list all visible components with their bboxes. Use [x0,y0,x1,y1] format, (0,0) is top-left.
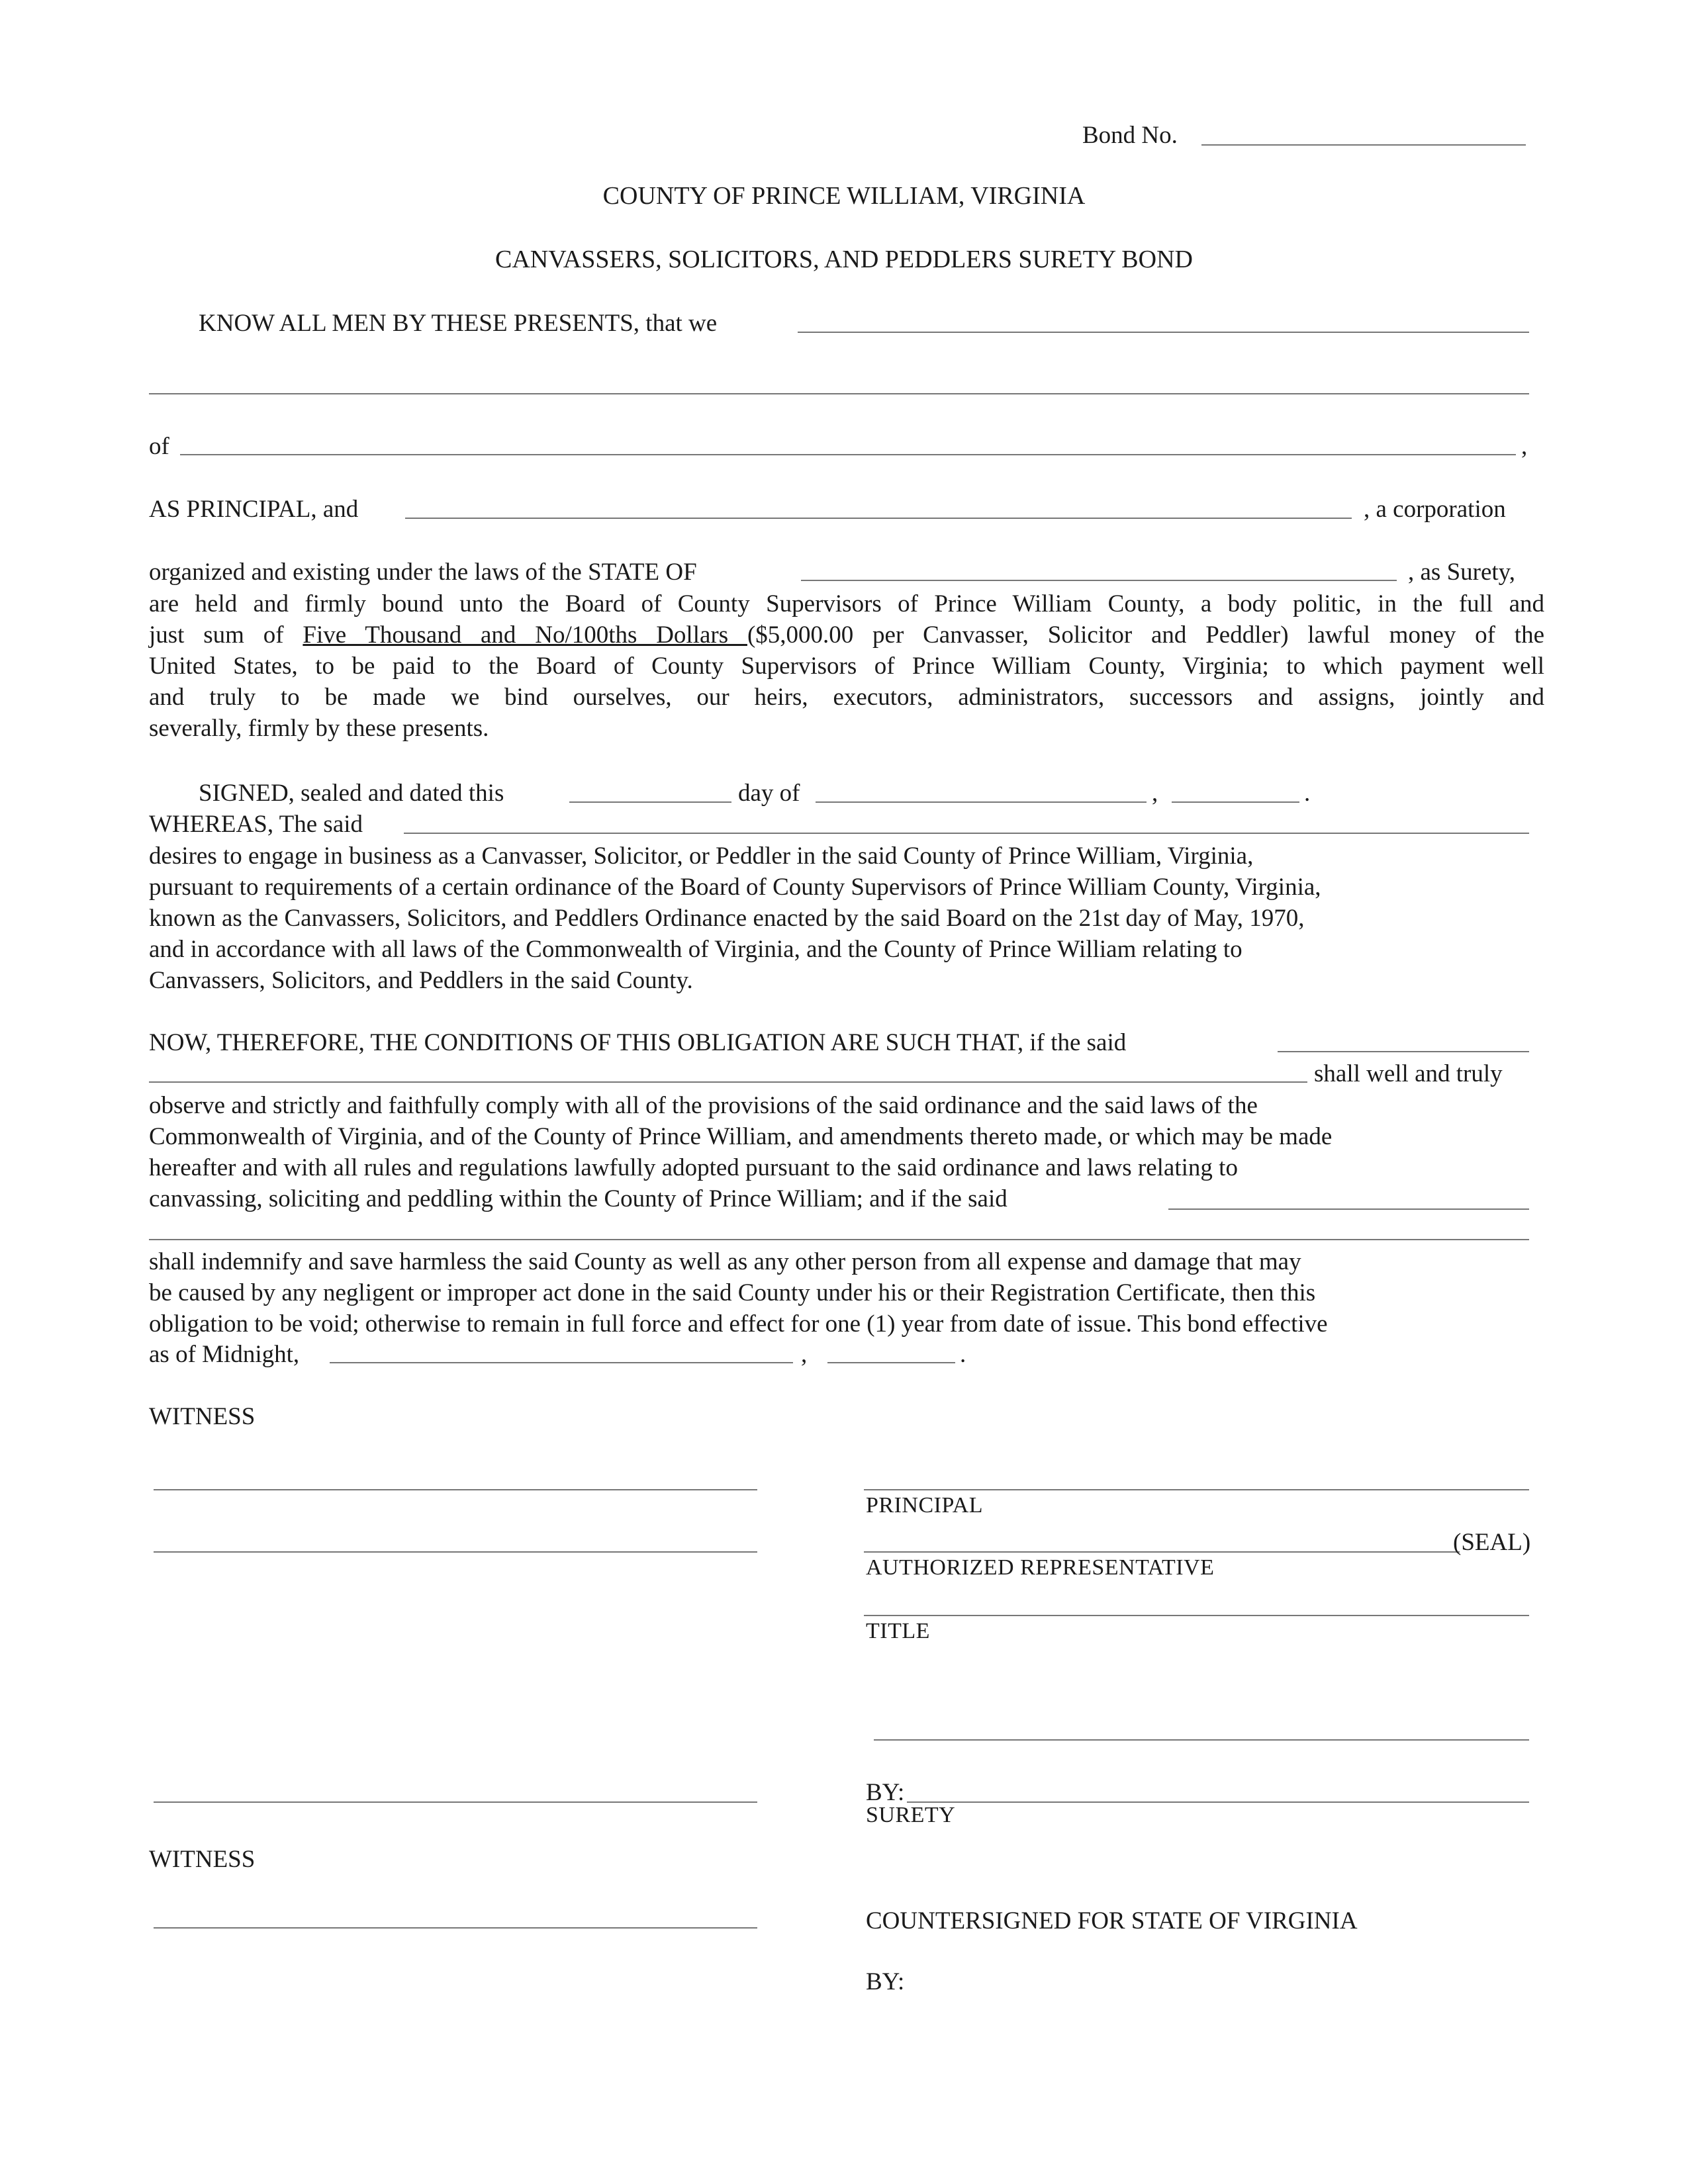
principal-address-field[interactable] [180,454,1516,455]
signed-label: SIGNED, sealed and dated this [199,780,504,807]
bound-line-2-pre: just sum of [149,621,303,649]
of-label: of [149,433,169,460]
whereas-label: WHEREAS, The said [149,811,363,838]
witness-signature-line-1[interactable] [154,1489,757,1490]
conditions-line-4: canvassing, soliciting and peddling within the County of Prince William; and if the said [149,1185,1008,1212]
signed-day-field[interactable] [569,801,731,803]
signed-comma: , [1152,780,1158,807]
by-label-2: BY: [866,1968,905,1995]
seal-label: (SEAL) [1453,1529,1531,1556]
whereas-line-2: pursuant to requirements of a certain ordinance of the Board of County Supervisors of Prince William County, Virginia, [149,874,1321,901]
witness-signature-line-2[interactable] [154,1551,757,1553]
signed-period: . [1304,780,1311,807]
surety-company-signature-line[interactable] [874,1739,1529,1741]
bond-amount-text: Five Thousand and No/100ths Dollars [303,621,747,649]
bound-paragraph [149,588,1544,744]
bound-line-3: United States, to be paid to the Board of County Supervisors of Prince William County, Virginia; to which payment well [149,653,1544,680]
by-label-1: BY: [866,1779,905,1806]
conditions-line-5: shall indemnify and save harmless the said County as well as any other person from all expense and damage that may [149,1248,1301,1275]
title-line[interactable] [864,1615,1529,1616]
conditions-paragraph [149,1090,1544,1214]
conditions-line-1: observe and strictly and faithfully comply with all of the provisions of the said ordinance and the said laws of the [149,1092,1258,1119]
bound-line-4: and truly to be made we bind ourselves, our heirs, executors, administrators, successors and assigns, jointly and [149,684,1544,711]
authorized-representative-label: AUTHORIZED REPRESENTATIVE [866,1555,1215,1580]
bound-line-1: are held and firmly bound unto the Board of County Supervisors of Prince William County, a body politic, in the full and [149,590,1544,617]
bound-line-5: severally, firmly by these presents. [149,715,489,742]
bond-no-field[interactable] [1201,144,1526,146]
as-principal-label: AS PRINCIPAL, and [149,496,359,523]
shall-well-label: shall well and truly [1314,1060,1503,1087]
title-label: TITLE [866,1619,930,1643]
indemnify-name-field[interactable] [1168,1208,1529,1210]
whereas-line-4: and in accordance with all laws of the Commonwealth of Virginia, and the County of Prince William relating to [149,936,1243,963]
witness-signature-line-3[interactable] [154,1801,757,1803]
effective-year-field[interactable] [827,1362,955,1363]
day-of-label: day of [738,780,800,807]
bound-line-2 [149,619,1544,651]
surety-company-field[interactable] [405,518,1352,519]
witness-label-2: WITNESS [149,1846,256,1873]
conditions-name-field[interactable] [1278,1051,1529,1052]
bound-line-2-post: ($5,000.00 per Canvasser, Solicitor and Peddler) lawful money of the [747,621,1544,649]
whereas-name-field[interactable] [404,833,1529,834]
signed-month-field[interactable] [816,801,1147,803]
conditions-name-field-2[interactable] [149,1081,1307,1083]
surety-label: SURETY [866,1803,956,1827]
witness-signature-line-4[interactable] [154,1927,757,1929]
whereas-line-3: known as the Canvassers, Solicitors, and Peddlers Ordinance enacted by the said Board on the 21st day of May, 1970, [149,905,1305,932]
indemnify-paragraph [149,1246,1544,1340]
of-comma: , [1521,433,1528,460]
countersigned-label: COUNTERSIGNED FOR STATE OF VIRGINIA [866,1907,1358,1934]
county-heading: COUNTY OF PRINCE WILLIAM, VIRGINIA [602,182,1086,210]
whereas-line-1: desires to engage in business as a Canvasser, Solicitor, or Peddler in the said County of Prince William, Virginia, [149,842,1254,870]
effective-date-field[interactable] [330,1362,793,1363]
effective-comma: , [801,1341,808,1368]
whereas-line-5: Canvassers, Solicitors, and Peddlers in the said County. [149,967,693,994]
principal-label: PRINCIPAL [866,1493,984,1518]
indemnify-name-field-2[interactable] [149,1239,1529,1240]
conditions-line-7: obligation to be void; otherwise to remain in full force and effect for one (1) year from date of issue. This bond effective [149,1310,1328,1338]
surety-by-line[interactable] [907,1801,1529,1803]
bond-no-label: Bond No. [1082,122,1178,149]
conditions-line-3: hereafter and with all rules and regulations lawfully adopted pursuant to the said ordinance and laws relating to [149,1154,1238,1181]
midnight-label: as of Midnight, [149,1341,300,1368]
principal-name-field[interactable] [798,332,1529,333]
conditions-label: NOW, THEREFORE, THE CONDITIONS OF THIS OBLIGATION ARE SUCH THAT, if the said [149,1029,1127,1056]
know-all-text: KNOW ALL MEN BY THESE PRESENTS, that we [199,310,718,337]
organized-label: organized and existing under the laws of the STATE OF [149,559,697,586]
principal-name-field-2[interactable] [149,393,1529,394]
corporation-label: , a corporation [1364,496,1506,523]
form-title: CANVASSERS, SOLICITORS, AND PEDDLERS SURETY BOND [495,246,1193,273]
whereas-paragraph [149,841,1544,996]
witness-label-1: WITNESS [149,1403,256,1430]
signed-year-field[interactable] [1172,801,1299,803]
conditions-line-2: Commonwealth of Virginia, and of the County of Prince William, and amendments thereto made, or which may be made [149,1123,1333,1150]
effective-period: . [960,1341,966,1368]
state-of-field[interactable] [801,580,1397,581]
conditions-line-6: be caused by any negligent or improper act done in the said County under his or their Registration Certificate, then this [149,1279,1316,1306]
surety-label: , as Surety, [1408,559,1516,586]
